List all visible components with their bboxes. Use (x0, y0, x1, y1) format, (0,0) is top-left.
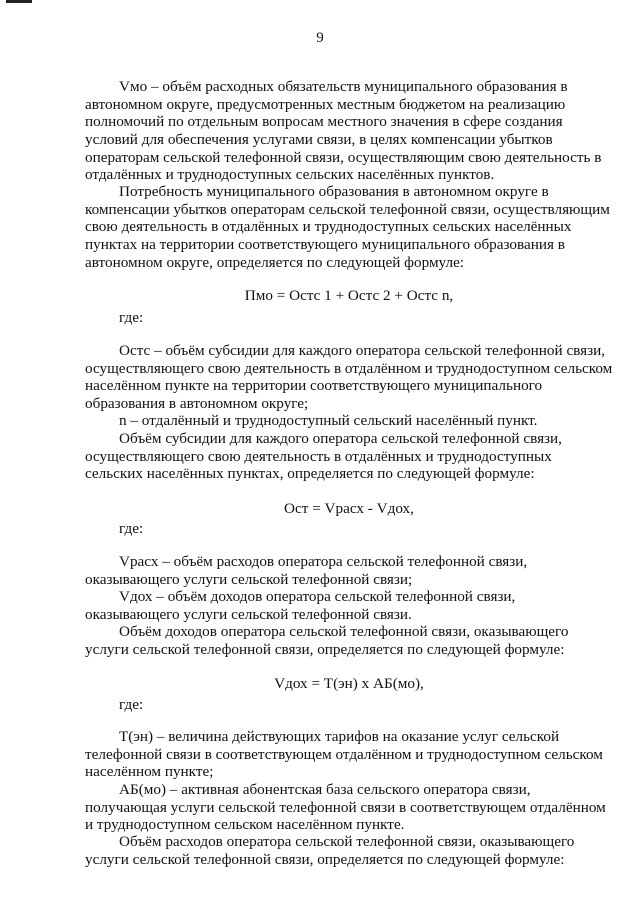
formula-vdoh: Vдох = Т(эн) х АБ(мо), (274, 675, 424, 693)
paragraph-subsidy-definition: Объём субсидии для каждого оператора сельской телефонной связи, осуществляющего свою деятельность в отдалённых и труднодоступных сельских населённых пунктах, определяется по следующей формуле: (85, 430, 562, 483)
paragraph-tariff-definition: Т(эн) – величина действующих тарифов на оказание услуг сельской телефонной связи в соответствующем отдалённом и труднодоступном сельском населённом пункте; (85, 728, 603, 781)
paragraph-vmo-definition: Vмо – объём расходных обязательств муниципального образования в автономном округе, предусмотренных местным бюджетом на реализацию полномочий по отдельным вопросам местного значения в сфере создания условий для обеспечения услугами связи, в целях компенсации убытков операторам сельской телефонной связи, осуществляющим свою деятельность в отдалённых и труднодоступных сельских населённых пунктов. (85, 78, 602, 184)
paragraph-need-definition: Потребность муниципального образования в автономном округе в компенсации убытков операторам сельской телефонной связи, осуществляющим свою деятельность в отдалённых и труднодоступных сельских населённых пунктах на территории соответствующего муниципального образования в автономном округе, определяется по следующей формуле: (85, 183, 610, 271)
where-label-3: где: (119, 696, 144, 713)
paragraph-expense-definition: Объём расходов оператора сельской телефонной связи, оказывающего услуги сельской телефонной связи, определяется по следующей формуле: (85, 833, 575, 868)
paragraph-vrash-definition: Vрасх – объём расходов оператора сельской телефонной связи, оказывающего услуги сельской телефонной связи; (85, 553, 528, 588)
paragraph-vdoh-definition: Vдох – объём доходов оператора сельской телефонной связи, оказывающего услуги сельской телефонной связи. (85, 588, 516, 623)
paragraph-income-definition: Объём доходов оператора сельской телефонной связи, оказывающего услуги сельской телефонной связи, определяется по следующей формуле: (85, 623, 569, 658)
page-number: 9 (316, 30, 324, 46)
paragraph-osts-definition: Остс – объём субсидии для каждого оператора сельской телефонной связи, осуществляющего свою деятельность в отдалённом и труднодоступном сельском населённом пункте на территории соответствующего муниципального образования в автономном округе; (85, 342, 613, 412)
scan-corner-mark (6, 0, 32, 3)
formula-ost: Ост = Vрасх - Vдох, (284, 500, 414, 518)
paragraph-subscriber-base-definition: АБ(мо) – активная абонентская база сельского оператора связи, получающая услуги сельской телефонной связи в соответствующем отдалённом и труднодоступном сельском населённом пункте. (85, 781, 606, 834)
formula-pmo: Пмо = Остс 1 + Остс 2 + Остс n, (244, 287, 454, 305)
where-label-1: где: (119, 309, 144, 326)
where-label-2: где: (119, 520, 144, 537)
paragraph-n-definition: n – отдалённый и труднодоступный сельский населённый пункт. (119, 412, 538, 430)
